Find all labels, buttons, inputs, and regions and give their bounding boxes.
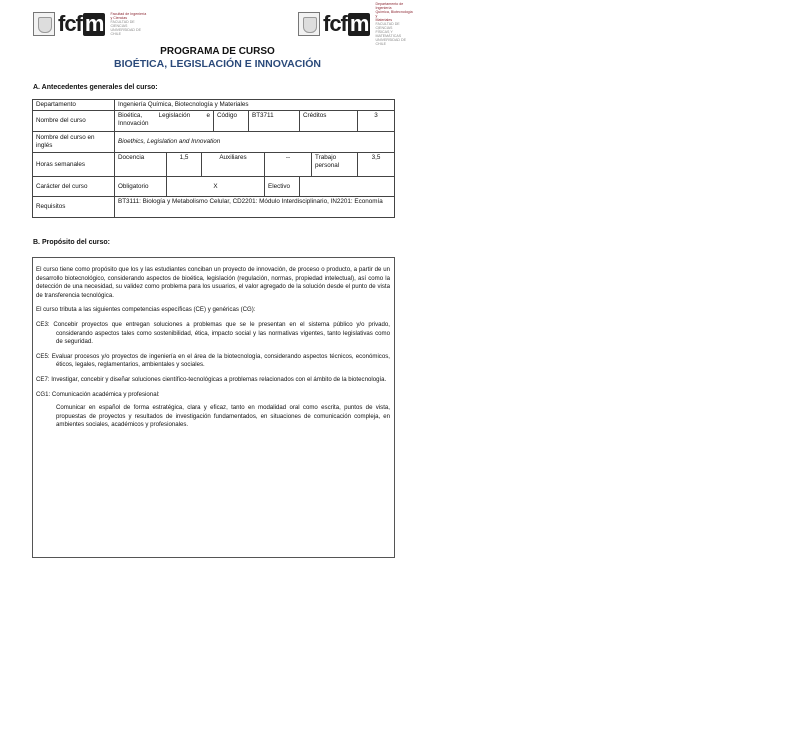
horas-label: Horas semanales	[33, 153, 115, 177]
creditos-value: 3	[358, 111, 395, 132]
docencia-value: 1,5	[167, 153, 202, 177]
codigo-value: BT3711	[249, 111, 300, 132]
university-seal-icon	[298, 12, 320, 36]
nombre-ingles-label: Nombre del curso en inglés	[33, 132, 115, 153]
nombre-ingles-value: Bioethics, Legislation and Innovation	[115, 132, 395, 153]
row-requisitos	[33, 197, 395, 218]
trabajo-value: 3,5	[358, 153, 395, 177]
section-b-heading: B. Propósito del curso:	[33, 239, 111, 246]
competencia-ce7: CE7: Investigar, concebir y diseñar soluciones científico-tecnológicas a problemas relacionados con el ámbito de la biotecnología.	[36, 375, 387, 383]
nombre-value: Bioética, Legislación e Innovación	[115, 111, 214, 132]
page-title: PROGRAMA DE CURSO	[160, 46, 275, 57]
requisitos-label: Requisitos	[33, 197, 115, 218]
row-horas	[33, 153, 395, 177]
nombre-label: Nombre del curso	[33, 111, 115, 132]
auxiliares-value: --	[265, 153, 312, 177]
course-title: BIOÉTICA, LEGISLACIÓN E INNOVACIÓN	[114, 58, 321, 70]
row-nombre-ingles	[33, 132, 395, 153]
competencia-ce3: CE3: Concebir proyectos que entregan soluciones a problemas que se le presentan en el sistema público y/o privado, considerando aspectos tales como sostenibilidad, ética, impacto social y las normativas vigentes, tanto legislativas como de seguridad.	[36, 320, 390, 346]
logo-left-caption: Facultad de Ingeniería y Ciencias FACULTAD DE CIENCIAS UNIVERSIDAD DE CHILE	[110, 12, 147, 36]
competencia-cg1-title: CG1: Comunicación académica y profesional:	[36, 390, 160, 398]
row-nombre	[33, 111, 395, 132]
requisitos-value: BT3111: Biología y Metabolismo Celular, CD2201: Módulo Interdisciplinario, IN2201: Economía	[115, 197, 395, 218]
competencias-intro: El curso tributa a las siguientes competencias específicas (CE) y genéricas (CG):	[36, 306, 256, 314]
fcfm-logo-left	[33, 11, 148, 37]
university-seal-icon	[33, 12, 55, 36]
fcfm-logo-right	[298, 2, 413, 46]
row-departamento	[33, 100, 395, 111]
electivo-label: Electivo	[265, 177, 300, 197]
trabajo-label: Trabajo personal	[312, 153, 358, 177]
obligatorio-mark: X	[167, 177, 265, 197]
fcfm-wordmark: fcf m	[58, 10, 104, 36]
course-info-table	[32, 99, 395, 218]
departamento-value: Ingeniería Química, Biotecnología y Materiales	[115, 100, 395, 111]
codigo-label: Código	[214, 111, 249, 132]
electivo-mark	[300, 177, 395, 197]
obligatorio-label: Obligatorio	[115, 177, 167, 197]
competencia-ce5: CE5: Evaluar procesos y/o proyectos de ingeniería en el área de la biotecnología, considerando aspectos técnicos, económicos, éticos, legales, reglamentarios, ambientales y sociales.	[36, 352, 390, 369]
row-caracter	[33, 177, 395, 197]
auxiliares-label: Auxiliares	[202, 153, 265, 177]
departamento-label: Departamento	[33, 100, 115, 111]
purpose-intro: El curso tiene como propósito que los y las estudiantes conciban un proyecto de innovación, de proceso o producto, a partir de un desarrollo biotecnológico, considerando aspectos de bioética, legislación (regulación, normas, propiedad intelectual), así como la detección de una necesidad, su validez como problema para los usuarios, el valor agregado de la solución desde el punto de vista de transferencia tecnológica.	[36, 266, 390, 299]
purpose-box	[32, 257, 395, 558]
competencia-cg1-text: Comunicar en español de forma estratégica, clara y eficaz, tanto en modalidad oral como escrita, puntos de vista, propuestas de proyectos y resultados de investigación fundamentados, en situaciones de comunicación compleja, en ambientes sociales, académicos y profesionales.	[56, 404, 390, 429]
docencia-label: Docencia	[115, 153, 167, 177]
creditos-label: Créditos	[300, 111, 358, 132]
section-a-heading: A. Antecedentes generales del curso:	[33, 84, 158, 91]
caracter-label: Carácter del curso	[33, 177, 115, 197]
fcfm-wordmark: fcf m	[323, 10, 369, 36]
logo-right-caption: Departamento de Ingeniería Química, Biotecnología y Materiales FACULTAD DE CIENCIAS FÍSICAS Y MATEMÁTICAS UNIVERSIDAD DE CHILE	[375, 2, 413, 46]
